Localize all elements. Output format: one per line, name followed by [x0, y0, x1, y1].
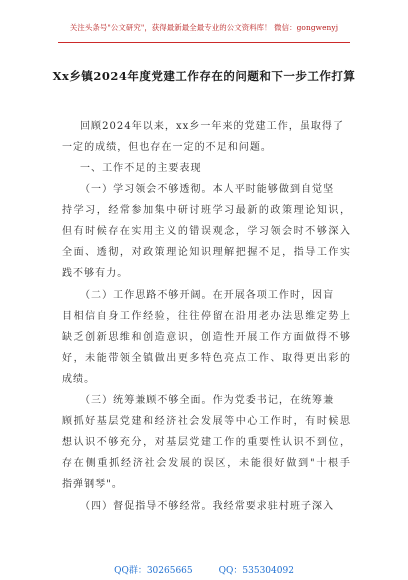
paragraph-line: 一定的成绩，但也存在一定的不足和问题。 — [62, 142, 272, 153]
footer-qq-group: QQ群：30265665 — [114, 566, 193, 576]
paragraph-line: 回顾2024年以来，xx乡一年来的党建工作，虽取得了 — [80, 121, 345, 132]
footer-contact — [0, 563, 408, 576]
paragraph-line: 指弹钢琴"。 — [62, 479, 123, 490]
paragraph-line: 目相信自身工作经验，往往停留在沿用老办法思维定势上 — [62, 311, 350, 322]
section-heading: 一、工作不足的主要表现 — [80, 163, 202, 174]
paragraph-line: 成绩。 — [62, 374, 96, 385]
paragraph-line: （三）统筹兼顾不够全面。作为党委书记，在统筹兼 — [80, 395, 335, 406]
paragraph-line: 践不够有力。 — [62, 268, 129, 279]
footer-qq-number: QQ：535304092 — [218, 566, 294, 576]
header-promo-note: 关注头条号"公文研究"，获得最新最全最专业的公文资料库！ 微信：gongwenyj — [69, 23, 339, 32]
paragraph-line: （四）督促指导不够经常。我经常要求驻村班子深入 — [80, 501, 335, 512]
paragraph-line: 持学习，经常参加集中研讨班学习最新的政策理论知识， — [62, 205, 350, 216]
paragraph-line: （一）学习领会不够透彻。本人平时能够做到自觉坚 — [80, 184, 335, 195]
paragraph-line: （二）工作思路不够开阔。在开展各项工作时，因盲 — [80, 290, 335, 301]
paragraph-line: 好，未能带领全镇做出更多特色亮点工作、取得更出彩的 — [62, 353, 350, 364]
header-divider — [58, 42, 350, 43]
paragraph-line: 顾抓好基层党建和经济社会发展等中心工作时，有时候思 — [62, 416, 350, 427]
paragraph-line: 缺乏创新思维和创造意识，创造性开展工作方面做得不够 — [62, 332, 350, 343]
paragraph-line: 全面、透彻，对政策理论知识理解把握不足，指导工作实 — [62, 247, 350, 258]
paragraph-line: 想认识不够充分，对基层党建工作的重要性认识不到位， — [62, 437, 350, 448]
paragraph-line: 存在侧重抓经济社会发展的误区，未能很好做到"十根手 — [62, 458, 350, 469]
document-title: Xx乡镇2024年度党建工作存在的问题和下一步工作打算 — [52, 69, 356, 83]
paragraph-line: 但有时候存在实用主义的错误观念，学习领会时不够深入 — [62, 226, 350, 237]
